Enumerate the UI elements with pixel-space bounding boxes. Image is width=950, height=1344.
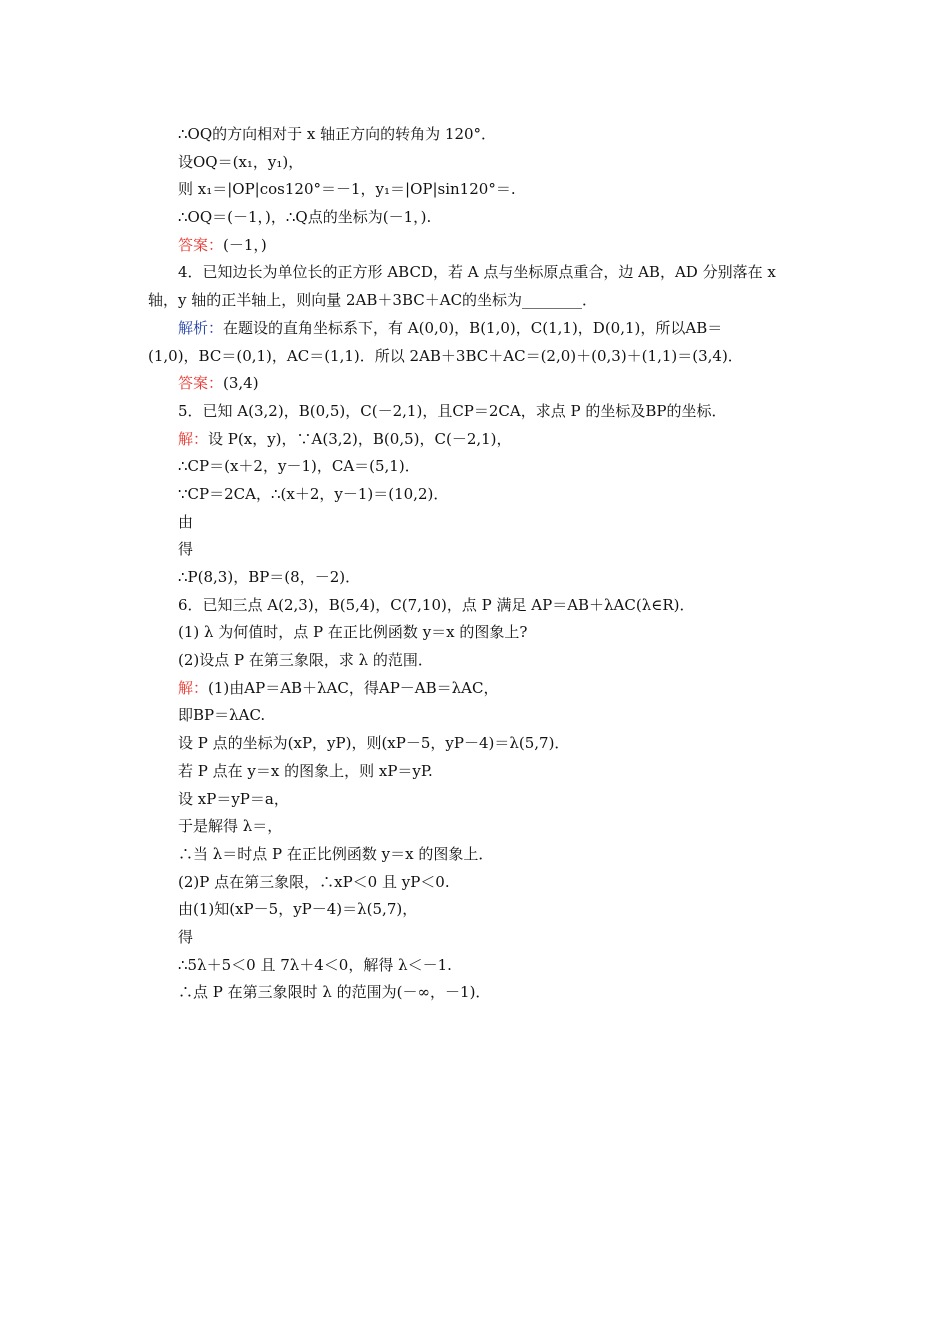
problem-6-part-1: (1) λ 为何值时，点 P 在正比例函数 y＝x 的图象上? — [178, 623, 528, 642]
text-line: 由 — [178, 512, 194, 531]
answer-value: (－1，) — [223, 235, 267, 254]
analysis-line — [148, 315, 818, 343]
text-line: 于是解得 λ＝， — [178, 817, 283, 836]
text-line: 设 P 点的坐标为(xP，yP)，则(xP－5，yP－4)＝λ(5,7)． — [178, 734, 570, 753]
solution-text: 设 P(x，y)，∵A(3,2)，B(0,5)，C(－2,1)， — [208, 429, 512, 448]
text-line: ∴点 P 在第三象限时 λ 的范围为(－∞，－1)． — [178, 983, 491, 1002]
document-content — [148, 121, 818, 1007]
solution-label: 解： — [178, 429, 209, 448]
text-line: 若 P 点在 y＝x 的图象上，则 xP＝yP. — [178, 761, 433, 780]
problem-5-line: 5．已知 A(3,2)，B(0,5)，C(－2,1)，且CP＝2CA，求点 P 的坐标及BP的坐标． — [178, 401, 727, 420]
text-line: 则 x₁＝|OP|cos120°＝－1，y₁＝|OP|sin120°＝. — [178, 180, 516, 199]
solution-line — [148, 426, 818, 454]
answer-line — [148, 232, 818, 260]
answer-value: (3,4) — [223, 374, 259, 393]
text-line: (1,0)，BC＝(0,1)，AC＝(1,1)．所以 2AB＋3BC＋AC＝(2,0)＋(0,3)＋(1,1)＝(3,4)． — [148, 346, 743, 365]
analysis-label: 解析： — [178, 318, 224, 337]
problem-6-part-2: (2)设点 P 在第三象限，求 λ 的范围． — [178, 651, 433, 670]
answer-label: 答案： — [178, 374, 224, 393]
problem-4-line-1: 4．已知边长为单位长的正方形 ABCD，若 A 点与坐标原点重合，边 AB，AD 分别落在 x — [178, 263, 776, 282]
text-line: ∵CP＝2CA，∴(x＋2，y－1)＝(10,2)． — [178, 484, 449, 503]
text-line: 即BP＝λAC. — [178, 706, 266, 725]
problem-4-line-2: 轴，y 轴的正半轴上，则向量 2AB＋3BC＋AC的坐标为________． — [148, 291, 598, 310]
text-line: ∴CP＝(x＋2，y－1)，CA＝(5,1)． — [178, 457, 420, 476]
text-line: 得 — [178, 540, 194, 559]
solution-text: (1)由AP＝AB＋λAC，得AP－AB＝λAC， — [208, 678, 499, 697]
solution-label: 解： — [178, 678, 209, 697]
text-line: ∴P(8,3)，BP＝(8，－2)． — [178, 568, 361, 586]
analysis-text: 在题设的直角坐标系下，有 A(0,0)，B(1,0)，C(1,1)，D(0,1)，所以AB＝ — [223, 318, 723, 337]
text-line: (2)P 点在第三象限，∴xP＜0 且 yP＜0. — [178, 872, 450, 891]
text-line: ∴OQ＝(－1，)，∴Q点的坐标为(－1，). — [178, 208, 432, 227]
solution-line — [148, 675, 818, 703]
text-line: 设OQ＝(x₁，y₁)， — [178, 152, 304, 171]
text-line: ∴5λ＋5＜0 且 7λ＋4＜0，解得 λ＜－1. — [178, 955, 452, 974]
text-line: 得 — [178, 927, 194, 946]
text-line: ∴当 λ＝时点 P 在正比例函数 y＝x 的图象上． — [178, 844, 494, 863]
answer-line — [148, 370, 818, 398]
text-line: ∴OQ的方向相对于 x 轴正方向的转角为 120°． — [178, 125, 497, 143]
problem-6-line: 6．已知三点 A(2,3)，B(5,4)，C(7,10)，点 P 满足 AP＝AB＋λAC(λ∈R)． — [178, 595, 695, 614]
text-line: 由(1)知(xP－5，yP－4)＝λ(5,7)， — [178, 900, 418, 919]
text-line: 设 xP＝yP＝a， — [178, 789, 289, 808]
answer-label: 答案： — [178, 235, 224, 254]
